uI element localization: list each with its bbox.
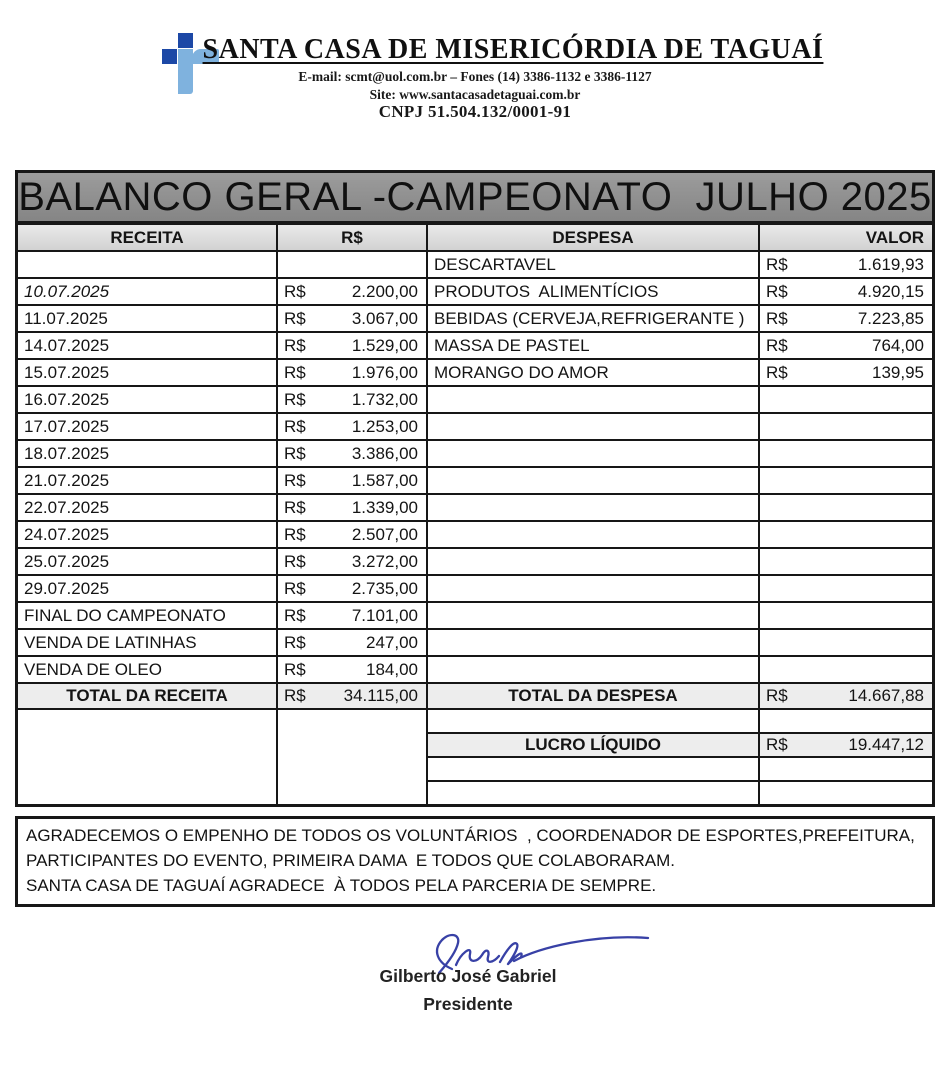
total-despesa-value xyxy=(760,684,932,708)
despesa-label-cell: BEBIDAS (CERVEJA,REFRIGERANTE ) xyxy=(428,306,758,331)
receita-amount: 1.339,00 xyxy=(351,497,418,517)
despesa-value-cell xyxy=(760,414,932,439)
currency-symbol: R$ xyxy=(284,362,306,382)
receita-value-cell xyxy=(278,360,426,385)
cnpj-line: CNPJ 51.504.132/0001-91 xyxy=(378,102,572,121)
receita-label-cell: 11.07.2025 xyxy=(18,306,276,331)
empty-cell xyxy=(760,782,932,804)
receita-label-cell: FINAL DO CAMPEONATO xyxy=(18,603,276,628)
receita-label-cell: VENDA DE OLEO xyxy=(18,657,276,682)
total-despesa-amount: 14.667,88 xyxy=(848,686,924,705)
col-header-receita-valor: R$ xyxy=(278,225,426,250)
despesa-label-cell: MASSA DE PASTEL xyxy=(428,333,758,358)
currency-symbol: R$ xyxy=(284,605,306,625)
empty-cell xyxy=(428,758,758,780)
receita-value-cell xyxy=(278,252,426,277)
signatory-name: Gilberto José Gabriel xyxy=(379,966,557,986)
receita-label-cell: 25.07.2025 xyxy=(18,549,276,574)
receita-value-cell xyxy=(278,576,426,601)
receita-value-cell xyxy=(278,468,426,493)
despesa-value-cell xyxy=(760,306,932,331)
despesa-label-cell xyxy=(428,549,758,574)
acknowledgment-line: AGRADECEMOS O EMPENHO DE TODOS OS VOLUNTÁRIOS , COORDENADOR DE ESPORTES,PREFEITURA, xyxy=(26,826,915,845)
receita-label-cell: 18.07.2025 xyxy=(18,441,276,466)
despesa-label-cell xyxy=(428,468,758,493)
currency-symbol: R$ xyxy=(284,632,306,652)
despesa-value-cell xyxy=(760,468,932,493)
despesa-amount: 764,00 xyxy=(872,335,924,355)
receita-value-cell xyxy=(278,441,426,466)
letterhead xyxy=(0,0,950,140)
despesa-value-cell xyxy=(760,333,932,358)
acknowledgment-box xyxy=(15,816,935,907)
currency-symbol: R$ xyxy=(766,281,788,301)
col-header-valor: VALOR xyxy=(760,225,932,250)
receita-amount: 3.272,00 xyxy=(351,551,418,571)
receita-value-cell xyxy=(278,306,426,331)
currency-symbol: R$ xyxy=(284,686,306,705)
col-header-receita: RECEITA xyxy=(18,225,276,250)
receita-value-cell xyxy=(278,630,426,655)
site-line: Site: www.santacasadetaguai.com.br xyxy=(369,87,581,102)
lucro-liquido-amount: 19.447,12 xyxy=(848,735,924,754)
receita-label-cell: 21.07.2025 xyxy=(18,468,276,493)
receita-amount: 2.735,00 xyxy=(351,578,418,598)
receita-amount: 1.976,00 xyxy=(351,362,418,382)
acknowledgment-line: PARTICIPANTES DO EVENTO, PRIMEIRA DAMA E TODOS QUE COLABORARAM. xyxy=(26,851,675,870)
receita-value-cell xyxy=(278,549,426,574)
empty-cell xyxy=(428,710,758,732)
empty-cell xyxy=(760,710,932,732)
despesa-label-cell xyxy=(428,414,758,439)
receita-amount: 3.386,00 xyxy=(351,443,418,463)
currency-symbol: R$ xyxy=(766,254,788,274)
lucro-liquido-value xyxy=(760,734,932,756)
acknowledgment-line: SANTA CASA DE TAGUAÍ AGRADECE À TODOS PELA PARCERIA DE SEMPRE. xyxy=(26,876,657,895)
balance-table xyxy=(15,170,935,807)
currency-symbol: R$ xyxy=(766,735,788,754)
currency-symbol: R$ xyxy=(284,470,306,490)
currency-symbol: R$ xyxy=(284,308,306,328)
despesa-amount: 139,95 xyxy=(872,362,924,382)
despesa-value-cell xyxy=(760,360,932,385)
receita-label-cell xyxy=(18,252,276,277)
table-title: BALANCO GERAL -CAMPEONATO JULHO 2025 xyxy=(18,173,932,223)
signatory-role: Presidente xyxy=(423,994,513,1014)
receita-value-cell xyxy=(278,603,426,628)
receita-amount: 247,00 xyxy=(366,632,418,652)
despesa-value-cell xyxy=(760,549,932,574)
receita-label-cell: 29.07.2025 xyxy=(18,576,276,601)
despesa-label-cell xyxy=(428,495,758,520)
despesa-label-cell: PRODUTOS ALIMENTÍCIOS xyxy=(428,279,758,304)
currency-symbol: R$ xyxy=(284,497,306,517)
empty-cell xyxy=(428,782,758,804)
currency-symbol: R$ xyxy=(284,416,306,436)
receita-amount: 2.200,00 xyxy=(351,281,418,301)
despesa-amount: 7.223,85 xyxy=(857,308,924,328)
despesa-label-cell xyxy=(428,603,758,628)
receita-label-cell: 14.07.2025 xyxy=(18,333,276,358)
despesa-value-cell xyxy=(760,495,932,520)
despesa-value-cell xyxy=(760,630,932,655)
receita-amount: 184,00 xyxy=(366,659,418,679)
despesa-value-cell xyxy=(760,603,932,628)
currency-symbol: R$ xyxy=(284,659,306,679)
empty-cell xyxy=(278,710,426,804)
receita-label-cell: 17.07.2025 xyxy=(18,414,276,439)
despesa-value-cell xyxy=(760,387,932,412)
currency-symbol: R$ xyxy=(284,281,306,301)
receita-label-cell: 16.07.2025 xyxy=(18,387,276,412)
total-receita-amount: 34.115,00 xyxy=(343,686,418,705)
total-receita-value xyxy=(278,684,426,708)
currency-symbol: R$ xyxy=(766,308,788,328)
despesa-value-cell xyxy=(760,522,932,547)
currency-symbol: R$ xyxy=(766,335,788,355)
receita-label-cell: 22.07.2025 xyxy=(18,495,276,520)
despesa-value-cell xyxy=(760,657,932,682)
currency-symbol: R$ xyxy=(284,443,306,463)
despesa-label-cell xyxy=(428,657,758,682)
despesa-value-cell xyxy=(760,441,932,466)
email-fones-line: E-mail: scmt@uol.com.br – Fones (14) 3386-1132 e 3386-1127 xyxy=(298,69,652,84)
despesa-label-cell: MORANGO DO AMOR xyxy=(428,360,758,385)
total-receita-label: TOTAL DA RECEITA xyxy=(18,684,276,708)
despesa-value-cell xyxy=(760,576,932,601)
empty-cell xyxy=(760,758,932,780)
despesa-label-cell xyxy=(428,522,758,547)
despesa-label-cell: DESCARTAVEL xyxy=(428,252,758,277)
receita-amount: 7.101,00 xyxy=(351,605,418,625)
receita-value-cell xyxy=(278,387,426,412)
despesa-amount: 1.619,93 xyxy=(857,254,924,274)
currency-symbol: R$ xyxy=(284,389,306,409)
receita-value-cell xyxy=(278,522,426,547)
receita-value-cell xyxy=(278,495,426,520)
empty-cell xyxy=(18,710,276,804)
org-name: SANTA CASA DE MISERICÓRDIA DE TAGUAÍ xyxy=(202,34,824,65)
receita-label-cell: 24.07.2025 xyxy=(18,522,276,547)
currency-symbol: R$ xyxy=(284,551,306,571)
despesa-label-cell xyxy=(428,441,758,466)
despesa-value-cell xyxy=(760,252,932,277)
receita-value-cell xyxy=(278,414,426,439)
currency-symbol: R$ xyxy=(766,362,788,382)
currency-symbol: R$ xyxy=(766,686,788,705)
despesa-amount: 4.920,15 xyxy=(857,281,924,301)
despesa-label-cell xyxy=(428,387,758,412)
lucro-liquido-label: LUCRO LÍQUIDO xyxy=(428,734,758,756)
receita-label-cell: 15.07.2025 xyxy=(18,360,276,385)
receita-label-cell: VENDA DE LATINHAS xyxy=(18,630,276,655)
receita-value-cell xyxy=(278,333,426,358)
receita-amount: 3.067,00 xyxy=(351,308,418,328)
col-header-despesa: DESPESA xyxy=(428,225,758,250)
receita-amount: 2.507,00 xyxy=(351,524,418,544)
receita-value-cell xyxy=(278,657,426,682)
despesa-value-cell xyxy=(760,279,932,304)
receita-amount: 1.253,00 xyxy=(351,416,418,436)
receita-amount: 1.732,00 xyxy=(351,389,418,409)
receita-label-cell: 10.07.2025 xyxy=(18,279,276,304)
despesa-label-cell xyxy=(428,576,758,601)
total-despesa-label: TOTAL DA DESPESA xyxy=(428,684,758,708)
currency-symbol: R$ xyxy=(284,335,306,355)
receita-value-cell xyxy=(278,279,426,304)
despesa-label-cell xyxy=(428,630,758,655)
receita-amount: 1.587,00 xyxy=(351,470,418,490)
currency-symbol: R$ xyxy=(284,524,306,544)
receita-amount: 1.529,00 xyxy=(351,335,418,355)
currency-symbol: R$ xyxy=(284,578,306,598)
